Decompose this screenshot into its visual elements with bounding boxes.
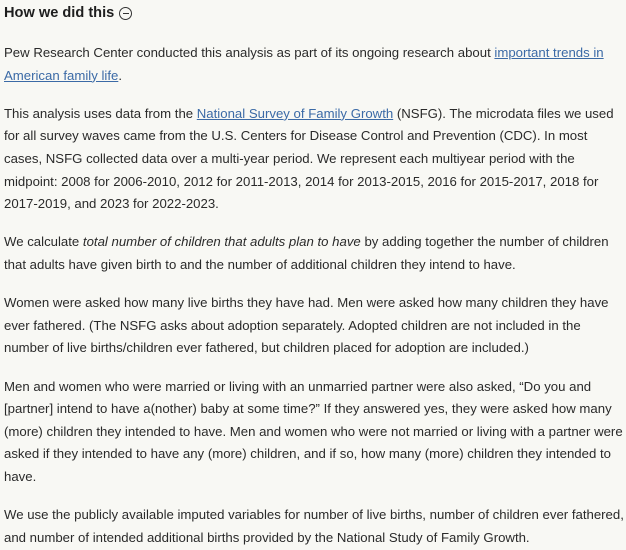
paragraph-text: We calculate — [4, 234, 83, 250]
paragraph-partners: Men and women who were married or living with an unmarried partner were also asked, “Do you and [partner] intend to have a(nother) baby at some time?” If they answered yes, they were asked how many (more) children they intended to have. Men and women who were not married or living with a partner were asked if they intended to have any (more) children, and if so, how many (more) children they intended to have. — [4, 378, 623, 484]
paragraph-calculation — [4, 231, 626, 276]
emphasis-text: total number of children that adults plan to have — [82, 234, 361, 250]
section-heading[interactable] — [4, 0, 626, 26]
paragraph-text: This analysis uses data from the — [4, 105, 197, 121]
paragraph-data-source — [4, 103, 626, 216]
paragraph-text: (NSFG). The microdata files we used for all survey waves came from the U.S. Centers for Disease Control and Prevention (CDC). In most cases, NSFG collected data over a multi-year period. We represent each multiyear period with the midpoint: 2008 for 2006-2010, 2012 for 2011-2013, 2014 for 2013-2015, 2016 for 2015-2017, 2018 for 2017-2019, and 2023 for 2022-2023. — [4, 105, 614, 212]
nsfg-link[interactable]: National Survey of Family Growth — [196, 105, 394, 121]
paragraph-text: Pew Research Center conducted this analysis as part of its ongoing research about — [4, 45, 495, 60]
paragraph-imputed: We use the publicly available imputed variables for number of live births, number of children ever fathered, and number of intended additional births provided by the National Study of Family Growth. — [4, 507, 624, 545]
paragraph-questions: Women were asked how many live births they have had. Men were asked how many children they have ever fathered. (The NSFG asks about adoption separately. Adopted children are not included in the number of live births/children ever fathered, but children placed for adoption are included.) — [4, 295, 609, 356]
section-title: How we did this — [4, 4, 115, 21]
family-trends-link[interactable]: important trends in American family life — [4, 45, 604, 83]
paragraph-text: . — [118, 67, 122, 83]
minus-circle-icon[interactable] — [119, 7, 132, 20]
paragraph-text: by adding together the number of children that adults have given birth to and the number of additional children they intend to have. — [4, 234, 609, 272]
paragraph-intro — [4, 42, 626, 87]
